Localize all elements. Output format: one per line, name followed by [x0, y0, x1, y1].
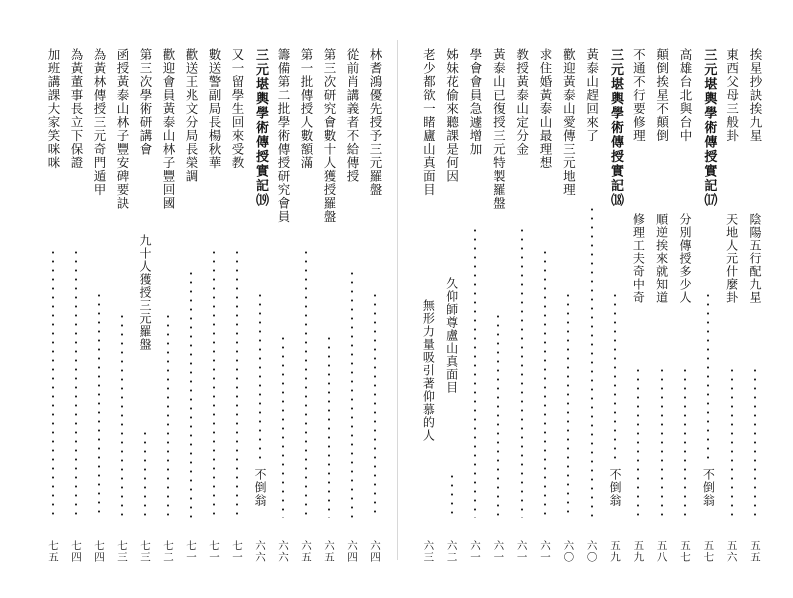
toc-entry-title: 求住婚黃泰山最理想	[538, 48, 553, 170]
toc-entry-title: 歡迎會員黃泰山林子豐回國	[161, 48, 176, 210]
dot-leader	[451, 472, 453, 518]
toc-entry	[558, 48, 578, 568]
toc-entry-title: 第一批傳授人數額滿	[299, 48, 314, 170]
toc-page-number: 六六	[254, 540, 266, 563]
toc-entry	[512, 48, 532, 568]
toc-page-number: 六一	[515, 540, 528, 563]
toc-entry-title: 林耆鴻優先授予三元羅盤	[368, 48, 383, 197]
toc-entry	[488, 48, 508, 568]
toc-entry-title: 第三次研究會數十人獲授羅盤	[322, 48, 337, 224]
toc-entry	[250, 48, 270, 568]
dot-leader	[731, 366, 733, 519]
toc-entry	[582, 48, 602, 568]
dot-leader	[98, 291, 100, 519]
toc-entry-subtitle: 順逆挨來就知道	[654, 212, 669, 304]
toc-entry-title: 顛倒挨星不顛倒	[654, 48, 670, 143]
dot-leader	[567, 291, 569, 519]
toc-entry-title: 老少都欲一睹廬山真面目	[421, 48, 437, 197]
dot-leader	[637, 366, 639, 519]
toc-entry	[628, 48, 648, 568]
toc-entry	[698, 48, 718, 568]
toc-section-heading: 三元堪輿學術傳授實記⒄	[701, 48, 717, 208]
toc-page-number: 六五	[323, 540, 335, 563]
toc-entry-title: 為黃董事長立下保證	[69, 48, 84, 170]
toc-entry	[204, 48, 224, 568]
dot-leader	[521, 226, 523, 518]
toc-entry	[418, 48, 438, 568]
dot-leader	[144, 429, 146, 518]
toc-entry-title: 為黃林傳授三元奇門遁甲	[92, 48, 107, 197]
toc-page-number: 七四	[93, 540, 105, 563]
toc-entry	[66, 48, 86, 568]
toc-entry	[722, 48, 742, 568]
toc-entry-subtitle: 天地人元什麼卦	[724, 212, 739, 304]
dot-leader	[236, 248, 238, 519]
page-gutter	[397, 40, 398, 560]
dot-leader	[474, 226, 476, 518]
toc-entry-subtitle: 陰陽五行配九星	[748, 212, 762, 304]
toc-entry-title: 黃泰山趕回來了	[584, 48, 600, 143]
toc-entry-title: 教授黃泰山定分金	[514, 48, 530, 156]
toc-entry-title: 函授黃泰山林子豐安碑要訣	[115, 48, 130, 210]
dot-leader	[754, 366, 756, 519]
toc-page-number: 五九	[632, 540, 645, 563]
dot-leader	[52, 248, 54, 519]
toc-page-number: 七四	[70, 540, 82, 563]
toc-page-number: 六四	[369, 540, 381, 563]
toc-entry-title: 東西父母三般卦	[724, 48, 740, 143]
toc-page-number: 五九	[609, 540, 621, 563]
left-page	[40, 30, 385, 575]
toc-page-number: 七三	[139, 540, 151, 563]
toc-page-number: 六六	[277, 540, 289, 563]
toc-page-number: 六一	[492, 540, 505, 563]
dot-leader	[282, 334, 284, 519]
dot-leader	[544, 248, 546, 519]
toc-entry	[652, 48, 672, 568]
toc-entry-author: 不倒翁	[701, 468, 716, 507]
toc-entry-title: 不通不行要修理	[631, 48, 647, 143]
toc-section-heading: 三元堪輿學術傳授實記⒆	[253, 48, 268, 208]
toc-entry-subtitle: 九十人獲授三元羅盤	[138, 234, 152, 351]
toc-page-number: 六四	[346, 540, 358, 563]
dot-leader	[661, 366, 663, 519]
toc-entry-title: 加班講課大家笑咪咪	[46, 48, 61, 170]
toc-entry	[89, 48, 109, 568]
toc-entry	[365, 48, 385, 568]
toc-entry-author: 不倒翁	[253, 468, 267, 507]
dot-leader	[614, 291, 616, 463]
toc-entry-subtitle: 修理工夫奇中奇	[631, 212, 646, 304]
dot-leader	[684, 366, 686, 519]
dot-leader	[190, 269, 192, 518]
toc-entry-title: 黃泰山已復授三元特製羅盤	[491, 48, 507, 210]
toc-entry-subtitle: 久仰師尊盧山真面目	[444, 277, 459, 394]
toc-page-number: 六五	[300, 540, 312, 563]
toc-entry	[342, 48, 362, 568]
toc-page-number: 五七	[679, 540, 691, 563]
toc-page-number: 六〇	[585, 540, 598, 563]
dot-leader	[707, 291, 709, 463]
dot-leader	[259, 291, 261, 463]
toc-section-heading: 三元堪輿學術傳授實記⒅	[608, 48, 623, 208]
toc-page-number: 六一	[539, 540, 551, 563]
toc-entry	[465, 48, 485, 568]
toc-entry	[135, 48, 155, 568]
dot-leader	[328, 334, 330, 519]
toc-entry	[181, 48, 201, 568]
toc-entry-title: 高雄台北與台中	[678, 48, 693, 143]
toc-entry-author: 不倒翁	[608, 468, 622, 507]
dot-leader	[75, 248, 77, 519]
toc-page-number: 七一	[185, 540, 197, 563]
dot-leader	[167, 312, 169, 518]
toc-entry-title: 歡送王兆文分局長榮調	[184, 48, 199, 183]
toc-entry-title: 從前肖講義者不給傳授	[345, 48, 360, 183]
toc-entry	[745, 48, 765, 568]
toc-entry-title: 第三次學術研講會	[138, 48, 153, 156]
toc-entry	[112, 48, 132, 568]
toc-entry-title: 籌備第二批學術傳授研究會員	[276, 48, 291, 224]
toc-entry-title: 又一留學生回來受教	[230, 48, 245, 170]
dot-leader	[213, 248, 215, 519]
toc-entry-subtitle: 無形力量吸引著仰慕的人	[421, 298, 436, 442]
toc-entry	[319, 48, 339, 568]
toc-page-number: 六三	[422, 540, 435, 563]
toc-entry	[43, 48, 63, 568]
dot-leader	[351, 269, 353, 518]
toc-page-number: 七二	[162, 540, 174, 563]
toc-page-number: 五七	[702, 540, 715, 563]
toc-page-number: 六一	[469, 540, 481, 563]
toc-page-number: 六〇	[562, 540, 575, 563]
toc-entry	[442, 48, 462, 568]
toc-page-number: 七一	[231, 540, 243, 563]
toc-entry-title: 姊妹花偷來聽課是何因	[444, 48, 460, 183]
toc-entry-title: 挨星抄訣挨九星	[748, 48, 763, 143]
toc-entry	[535, 48, 555, 568]
dot-leader	[591, 205, 593, 519]
dot-leader	[497, 312, 499, 518]
toc-entry	[158, 48, 178, 568]
dot-leader	[305, 248, 307, 519]
dot-leader	[121, 312, 123, 518]
toc-entry-title: 學會會員急遽增加	[468, 48, 483, 156]
toc-page-number: 七五	[47, 540, 59, 563]
toc-page-number: 五八	[655, 540, 668, 563]
toc-page-number: 七一	[208, 540, 220, 563]
toc-entry-subtitle: 分別傳授多少人	[678, 212, 692, 304]
toc-entry	[296, 48, 316, 568]
toc-entry-title: 歡迎黃泰山愛傳三元地理	[561, 48, 577, 197]
toc-entry-title: 數送警副局長楊秋華	[207, 48, 222, 170]
right-page	[415, 30, 765, 575]
toc-page-number: 五六	[725, 540, 738, 563]
toc-entry	[273, 48, 293, 568]
dot-leader	[374, 291, 376, 519]
toc-entry	[605, 48, 625, 568]
toc-page-number: 五五	[749, 540, 761, 563]
toc-entry	[227, 48, 247, 568]
toc-page-number: 六二	[445, 540, 458, 563]
toc-page-number: 七三	[116, 540, 128, 563]
toc-entry	[675, 48, 695, 568]
